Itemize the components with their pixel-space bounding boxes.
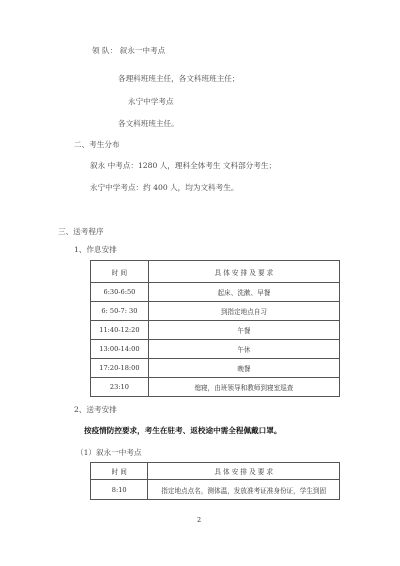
distribution-line-1: 叙永 中考点：1280 人，理科全体考生 文科部分考生； (90, 161, 277, 170)
item-2-heading: 2、送考安排 (74, 405, 117, 414)
mask-notice: 按疫情防控要求，考生在驻考、返校途中需全程佩戴口罩。 (84, 426, 282, 435)
schedule-detail-cell: 到指定地点自习 (148, 302, 339, 321)
table-row (91, 302, 340, 321)
arts-head-line: 各文科班班主任。 (118, 119, 179, 128)
schedule-detail-cell: 午餐 (148, 321, 339, 340)
schedule-detail-cell: 起床、洗漱、早餐 (148, 283, 339, 302)
schedule-time-cell: 23:10 (91, 378, 149, 397)
distribution-line-2: 永宁中学考点：约 400 人，均为文科考生。 (90, 183, 239, 192)
schedule-detail-cell: 熄寝，由班领导和教师到寝室巡查 (148, 378, 339, 397)
yongning-line: 永宁中学考点 (128, 97, 174, 106)
table-row (91, 283, 340, 302)
table-row (91, 480, 340, 500)
section-3-heading: 三、送考程序 (58, 227, 104, 236)
schedule-table (90, 260, 340, 397)
exam-time-cell: 8:10 (91, 480, 148, 500)
schedule-time-cell: 13:00-14:00 (91, 340, 149, 359)
lead-line: 领 队： 叙永一中考点 (92, 46, 166, 55)
subsection-1-heading: （1）叙永一中考点 (76, 448, 142, 457)
schedule-time-cell: 17:20-18:00 (91, 359, 149, 378)
section-2-heading: 二、考生分布 (74, 140, 120, 149)
schedule-detail-cell: 晚餐 (148, 359, 339, 378)
item-1-heading: 1、作息安排 (74, 245, 117, 254)
schedule-time-cell: 11:40-12:20 (91, 321, 149, 340)
schedule-time-cell: 6:30-6:50 (91, 283, 149, 302)
schedule-header-time: 时 间 (91, 261, 149, 283)
table-row (91, 321, 340, 340)
schedule-header-detail: 具 体 安 排 及 要 求 (148, 261, 339, 283)
sci-head-line: 各理科班班主任，各文科班班主任； (118, 74, 240, 83)
exam-header-time: 时 间 (91, 463, 148, 480)
exam-header-detail: 具 体 安 排 及 要 求 (148, 463, 340, 480)
table-row (91, 359, 340, 378)
page-number: 2 (197, 516, 202, 524)
table-row (91, 340, 340, 359)
exam-schedule-table (90, 462, 340, 500)
exam-header-row (91, 463, 340, 480)
schedule-time-cell: 6: 50-7: 30 (91, 302, 149, 321)
schedule-header-row (91, 261, 340, 283)
table-row (91, 378, 340, 397)
schedule-detail-cell: 午休 (148, 340, 339, 359)
exam-detail-cell: 指定地点点名，测体温，发放准考证准身份证，学生到固 (148, 480, 340, 500)
